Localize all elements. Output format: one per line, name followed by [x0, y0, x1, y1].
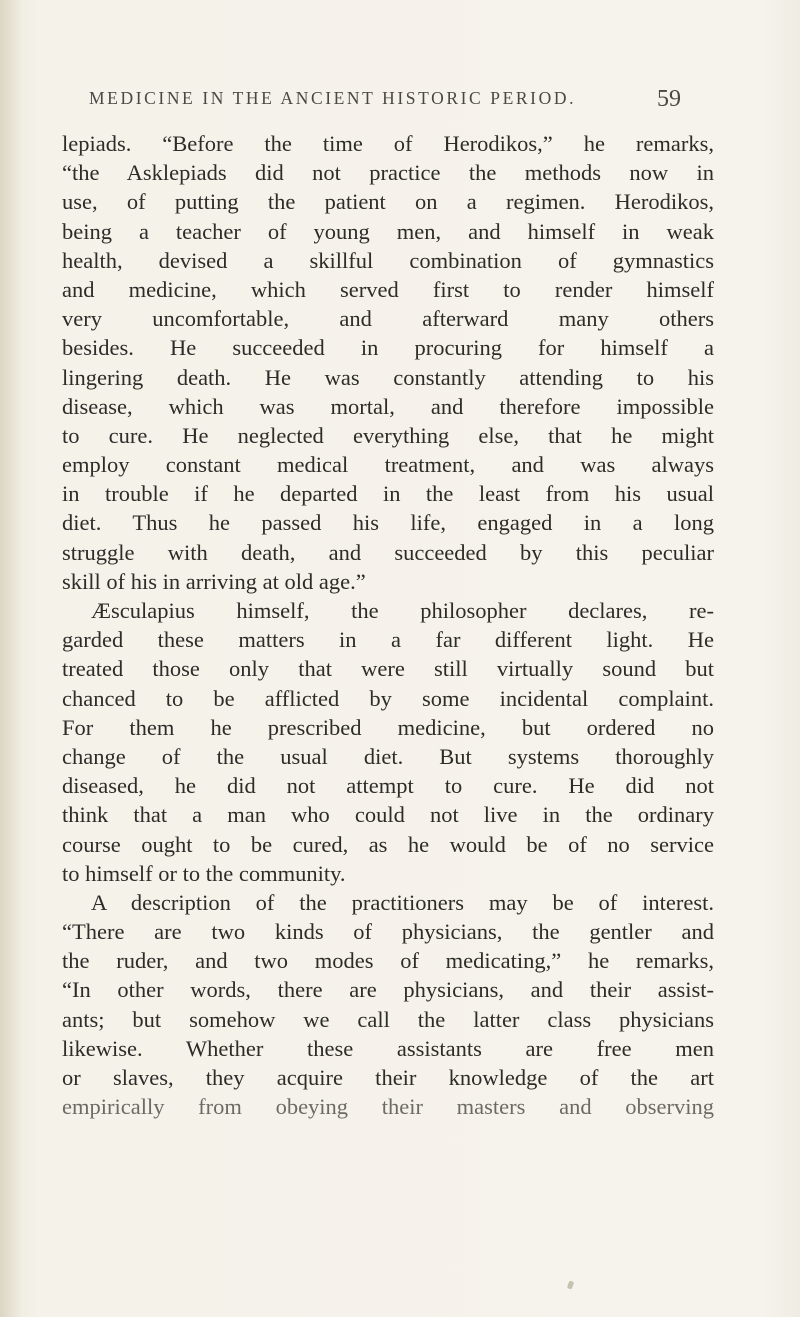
text-line: chanced to be afflicted by some incidental complaint. — [62, 685, 714, 711]
text-line: employ constant medical treatment, and was always — [62, 452, 714, 478]
text-line: or slaves, they acquire their knowledge of the art — [62, 1065, 714, 1090]
body-text — [62, 129, 714, 1121]
text-line: likewise. Whether these assistants are free men — [62, 1035, 714, 1061]
text-line: skill of his in arriving at old age.” — [62, 568, 366, 594]
text-line: besides. He succeeded in procuring for himself a — [62, 335, 714, 361]
text-line: “In other words, there are physicians, and their assist- — [62, 977, 714, 1003]
text-line: use, of putting the patient on a regimen. Herodikos, — [62, 189, 714, 215]
text-line: “There are two kinds of physicians, the gentler and — [62, 919, 714, 945]
text-line: the ruder, and two modes of medicating,” he remarks, — [62, 948, 714, 974]
text-line: garded these matters in a far different light. He — [62, 627, 714, 653]
text-line: diseased, he did not attempt to cure. He did not — [62, 773, 714, 799]
text-line: lepiads. “Before the time of Herodikos,” he remarks, — [62, 131, 714, 156]
text-line: being a teacher of young men, and himself in weak — [62, 218, 714, 244]
text-line: course ought to be cured, as he would be of no service — [62, 831, 714, 857]
text-line: empirically from obeying their masters and observing — [62, 1094, 714, 1120]
text-line: disease, which was mortal, and therefore impossible — [62, 393, 714, 419]
text-line: diet. Thus he passed his life, engaged in a long — [62, 510, 714, 536]
text-line: treated those only that were still virtually sound but — [62, 656, 714, 682]
ink-speck — [567, 1280, 574, 1289]
text-line: A description of the practitioners may be of interest. — [91, 889, 714, 915]
text-line: health, devised a skillful combination of gymnastics — [62, 247, 714, 273]
text-line: to himself or to the community. — [62, 860, 346, 886]
page-number: 59 — [657, 86, 681, 112]
paragraph-2 — [62, 596, 714, 888]
spine-shadow — [0, 0, 22, 1317]
text-line: and medicine, which served first to render himself — [62, 276, 714, 302]
running-title: MEDICINE IN THE ANCIENT HISTORIC PERIOD. — [89, 88, 577, 108]
text-line: lingering death. He was constantly attending to his — [62, 364, 714, 390]
text-line: struggle with death, and succeeded by this peculiar — [62, 539, 714, 565]
text-line: think that a man who could not live in the ordinary — [62, 802, 714, 828]
text-line: Æsculapius himself, the philosopher declares, re- — [91, 598, 714, 623]
paragraph-3 — [62, 888, 714, 1122]
paragraph-1 — [62, 129, 714, 596]
text-line: change of the usual diet. But systems thoroughly — [62, 743, 714, 769]
running-head — [0, 88, 800, 118]
text-line: in trouble if he departed in the least from his usual — [62, 481, 714, 507]
text-line: very uncomfortable, and afterward many others — [62, 306, 714, 332]
text-line: to cure. He neglected everything else, that he might — [62, 422, 714, 448]
text-line: For them he prescribed medicine, but ordered no — [62, 714, 714, 740]
text-line: ants; but somehow we call the latter class physicians — [62, 1006, 714, 1032]
text-line: “the Asklepiads did not practice the methods now in — [62, 160, 714, 186]
